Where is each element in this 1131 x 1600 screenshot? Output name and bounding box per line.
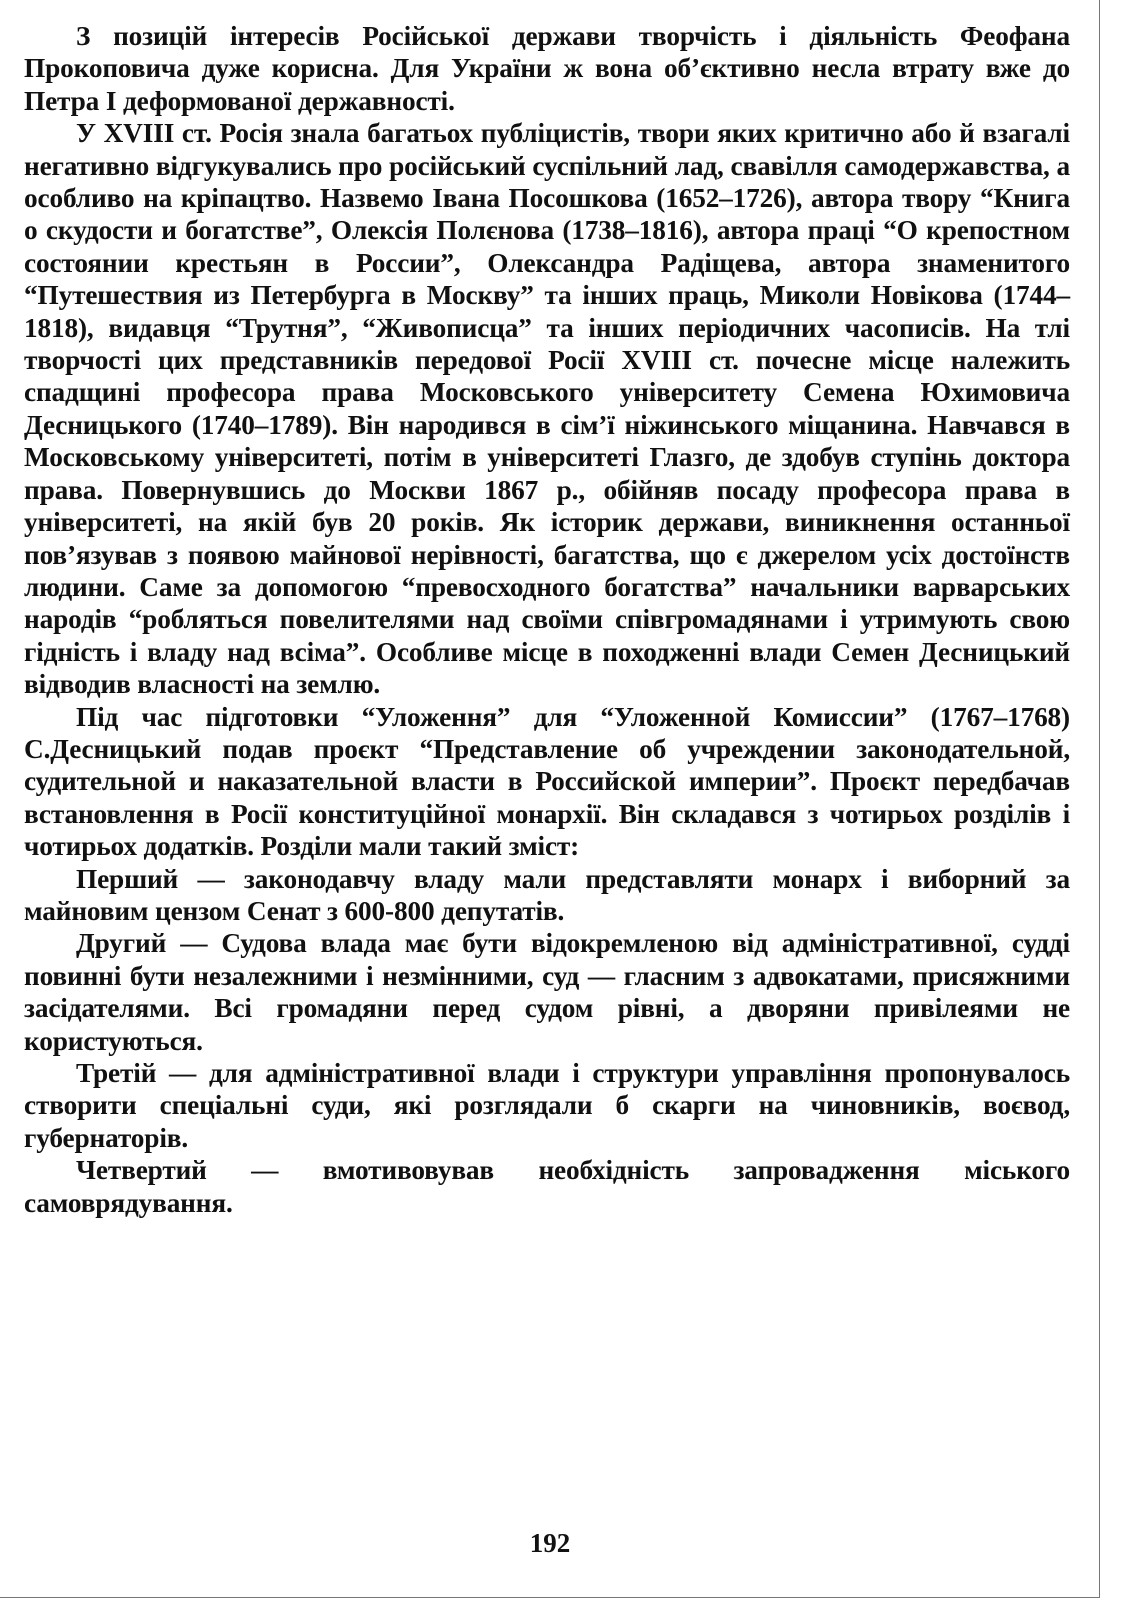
page-number: 192 xyxy=(529,1528,571,1558)
paragraph: У XVIII ст. Росія знала багатьох публіцистів, твори яких критично або й взагалі негативно відгукувались про російський суспільний лад, свавілля самодержавства, а особливо на кріпацтво. Назвемо Івана Посошкова (1652–1726), автора твору “Книга о скудости и богатстве”, Олексія Полєнова (1738–1816), автора праці “О крепостном состоянии крестьян в России”, Олександра Радіщева, автора знаменитого “Путешествия из Петербурга в Москву” та інших праць, Миколи Новікова (1744–1818), видавця “Трутня”, “Живописца” та інших періодичних часописів. На тлі творчості цих представників передової Росії XVIII ст. почесне місце належить спадщині професора права Московського університету Семена Юхимовича Десницького (1740–1789). Він народився в сім’ї ніжинського міщанина. Навчався в Московському університеті, потім в університеті Глазго, де здобув ступінь доктора права. Повернувшись до Москви 1867 р., обійняв посаду професора права в університеті, на якій був 20 років. Як історик держави, виникнення останньої пов’язував з появою майнової нерівності, багатства, що є джерелом усіх достоїнств людини. Саме за допомогою “превосходного богатства” начальники варварських народів “робляться повелителями над своїми співгромадянами і утримують свою гідність і владу над всіма”. Особливе місце в походженні влади Семен Десницький відводив власності на землю. xyxy=(24,118,1070,700)
paragraph: Другий — Судова влада має бути відокремленою від адміністративної, судді повинні бути незалежними і незмінними, суд — гласним з адвокатами, присяжними засідателями. Всі громадяни перед судом рівні, а дворяни привілеями не користуються. xyxy=(24,928,1070,1056)
paragraph: Третій — для адміністративної влади і структури управління пропонувалось створити спеціальні суди, які розглядали б скарги на чиновників, воєвод, губернаторів. xyxy=(24,1058,1070,1153)
page-margin xyxy=(1100,0,1131,1600)
paragraph: Перший — законодавчу владу мали представляти монарх і виборний за майновим цензом Сенат з 600-800 депутатів. xyxy=(24,863,1070,926)
paragraph: Четвертий — вмотивовував необхідність запровадження міського самоврядування. xyxy=(24,1155,1070,1218)
page-text-body xyxy=(24,20,1070,1219)
paragraph: З позицій інтересів Російської держави творчість і діяльність Феофана Прокоповича дуже корисна. Для України ж вона об’єктивно несла втрату вже до Петра І деформованої державності. xyxy=(24,21,1070,116)
paragraph: Під час підготовки “Уложення” для “Уложенной Комиссии” (1767–1768) С.Десницький подав проєкт “Представление об учреждении законодательной, судительной и наказательной власти в Российской империи”. Проєкт передбачав встановлення в Росії конституційної монархії. Він складався з чотирьох розділів і чотирьох додатків. Розділи мали такий зміст: xyxy=(24,701,1070,862)
